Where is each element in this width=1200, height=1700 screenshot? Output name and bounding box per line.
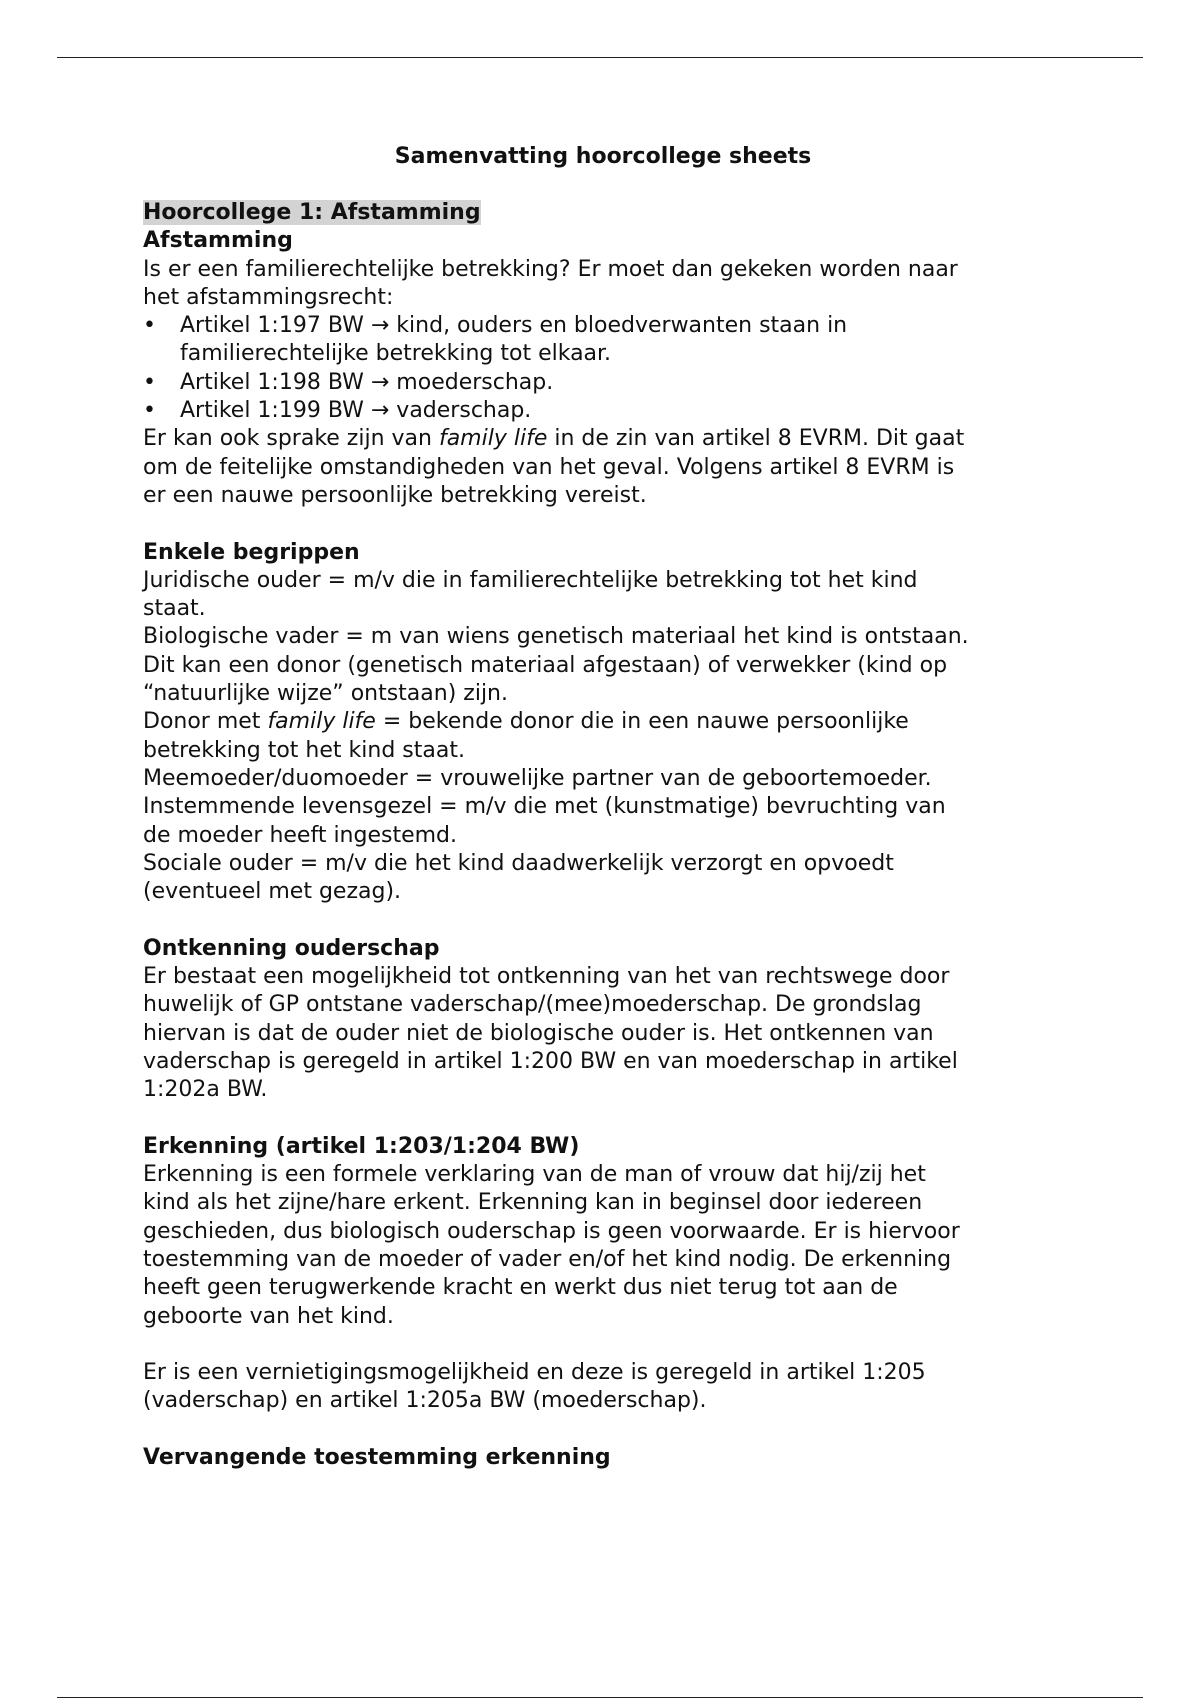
erkenning-body: Erkenning is een formele verklaring van de man of vrouw dat hij/zij het kind als het zijne/hare erkent. Erkenning kan in beginsel door iedereen geschieden, dus biologisch ouderschap is geen voorwaarde. Er is hiervoor toestemming van de moeder of vader en/of het kind nodig. De erkenning heeft geen terugwerkende kracht en werkt dus niet terug tot aan de geboorte van het kind. bbox=[143, 1162, 960, 1329]
bullet-text: Artikel 1:198 BW → moederschap. bbox=[180, 369, 554, 395]
header-rule bbox=[57, 57, 1143, 58]
document-page bbox=[143, 143, 1063, 1472]
section-heading-ontkenning: Ontkenning ouderschap bbox=[143, 935, 440, 961]
spacer bbox=[143, 510, 1063, 538]
def-meemoeder: Meemoeder/duomoeder = vrouwelijke partner van de geboortemoeder. bbox=[143, 765, 932, 791]
def-juridische-ouder: Juridische ouder = m/v die in familierechtelijke betrekking tot het kind staat. bbox=[143, 567, 918, 622]
spacer bbox=[143, 1105, 1063, 1133]
spacer bbox=[143, 1416, 1063, 1444]
section-heading-vervangende: Vervangende toestemming erkenning bbox=[143, 1445, 611, 1471]
donor-pre: Donor met bbox=[143, 709, 268, 735]
def-levensgezel: Instemmende levensgezel = m/v die met (kunstmatige) bevruchting van de moeder heeft ingestemd. bbox=[143, 794, 946, 848]
section-heading-begrippen: Enkele begrippen bbox=[143, 539, 360, 565]
def-donor-family-life bbox=[143, 708, 1063, 765]
section-heading-afstamming: Afstamming bbox=[143, 228, 293, 254]
donor-term: family life bbox=[267, 709, 376, 735]
bullet-text: Artikel 1:197 BW → kind, ouders en bloedverwanten staan in familierechtelijke betrekking tot elkaar. bbox=[180, 313, 848, 367]
lecture-heading: Hoorcollege 1: Afstamming bbox=[143, 200, 481, 225]
spacer bbox=[143, 1331, 1063, 1359]
family-life-paragraph bbox=[143, 425, 1063, 510]
document-title: Samenvatting hoorcollege sheets bbox=[394, 144, 812, 169]
family-life-term: family life bbox=[438, 426, 548, 452]
bullet-icon: • bbox=[143, 398, 156, 424]
list-item bbox=[143, 369, 1063, 397]
afstamming-bullet-list bbox=[143, 312, 1063, 425]
def-sociale-ouder: Sociale ouder = m/v die het kind daadwerkelijk verzorgt en opvoedt (eventueel met gezag). bbox=[143, 850, 894, 905]
def-biologische-vader: Biologische vader = m van wiens genetisch materiaal het kind is ontstaan. Dit kan een donor (genetisch materiaal afgestaan) of verwekker (kind op “natuurlijke wijze” ontstaan) zijn. bbox=[143, 624, 969, 707]
afstamming-intro: Is er een familierechtelijke betrekking? Er moet dan gekeken worden naar het afstammingsrecht: bbox=[143, 256, 958, 310]
section-heading-erkenning: Erkenning (artikel 1:203/1:204 BW) bbox=[143, 1133, 580, 1159]
list-item bbox=[143, 397, 1063, 425]
bullet-icon: • bbox=[143, 313, 156, 339]
vernietiging-paragraph: Er is een vernietigingsmogelijkheid en deze is geregeld in artikel 1:205 (vaderschap) en artikel 1:205a BW (moederschap). bbox=[143, 1360, 926, 1414]
donor-post: = bekende donor die in een nauwe persoonlijke betrekking tot het kind staat. bbox=[143, 709, 909, 763]
family-life-post: in de zin van artikel 8 EVRM. Dit gaat om de feitelijke omstandigheden van het geval. Volgens artikel 8 EVRM is er een nauwe persoonlijke betrekking vereist. bbox=[143, 426, 965, 508]
spacer bbox=[143, 906, 1063, 934]
footer-rule bbox=[57, 1697, 1143, 1698]
family-life-pre: Er kan ook sprake zijn van bbox=[143, 426, 439, 452]
bullet-text: Artikel 1:199 BW → vaderschap. bbox=[180, 398, 532, 424]
ontkenning-body: Er bestaat een mogelijkheid tot ontkenning van het van rechtswege door huwelijk of GP ontstane vaderschap/(mee)moederschap. De grondslag hiervan is dat de ouder niet de biologische ouder is. Het ontkennen van vaderschap is geregeld in artikel 1:200 BW en van moederschap in artikel 1:202a BW. bbox=[143, 964, 958, 1103]
list-item bbox=[143, 312, 1063, 369]
lecture-heading-block bbox=[143, 199, 1063, 227]
bullet-icon: • bbox=[143, 369, 156, 395]
